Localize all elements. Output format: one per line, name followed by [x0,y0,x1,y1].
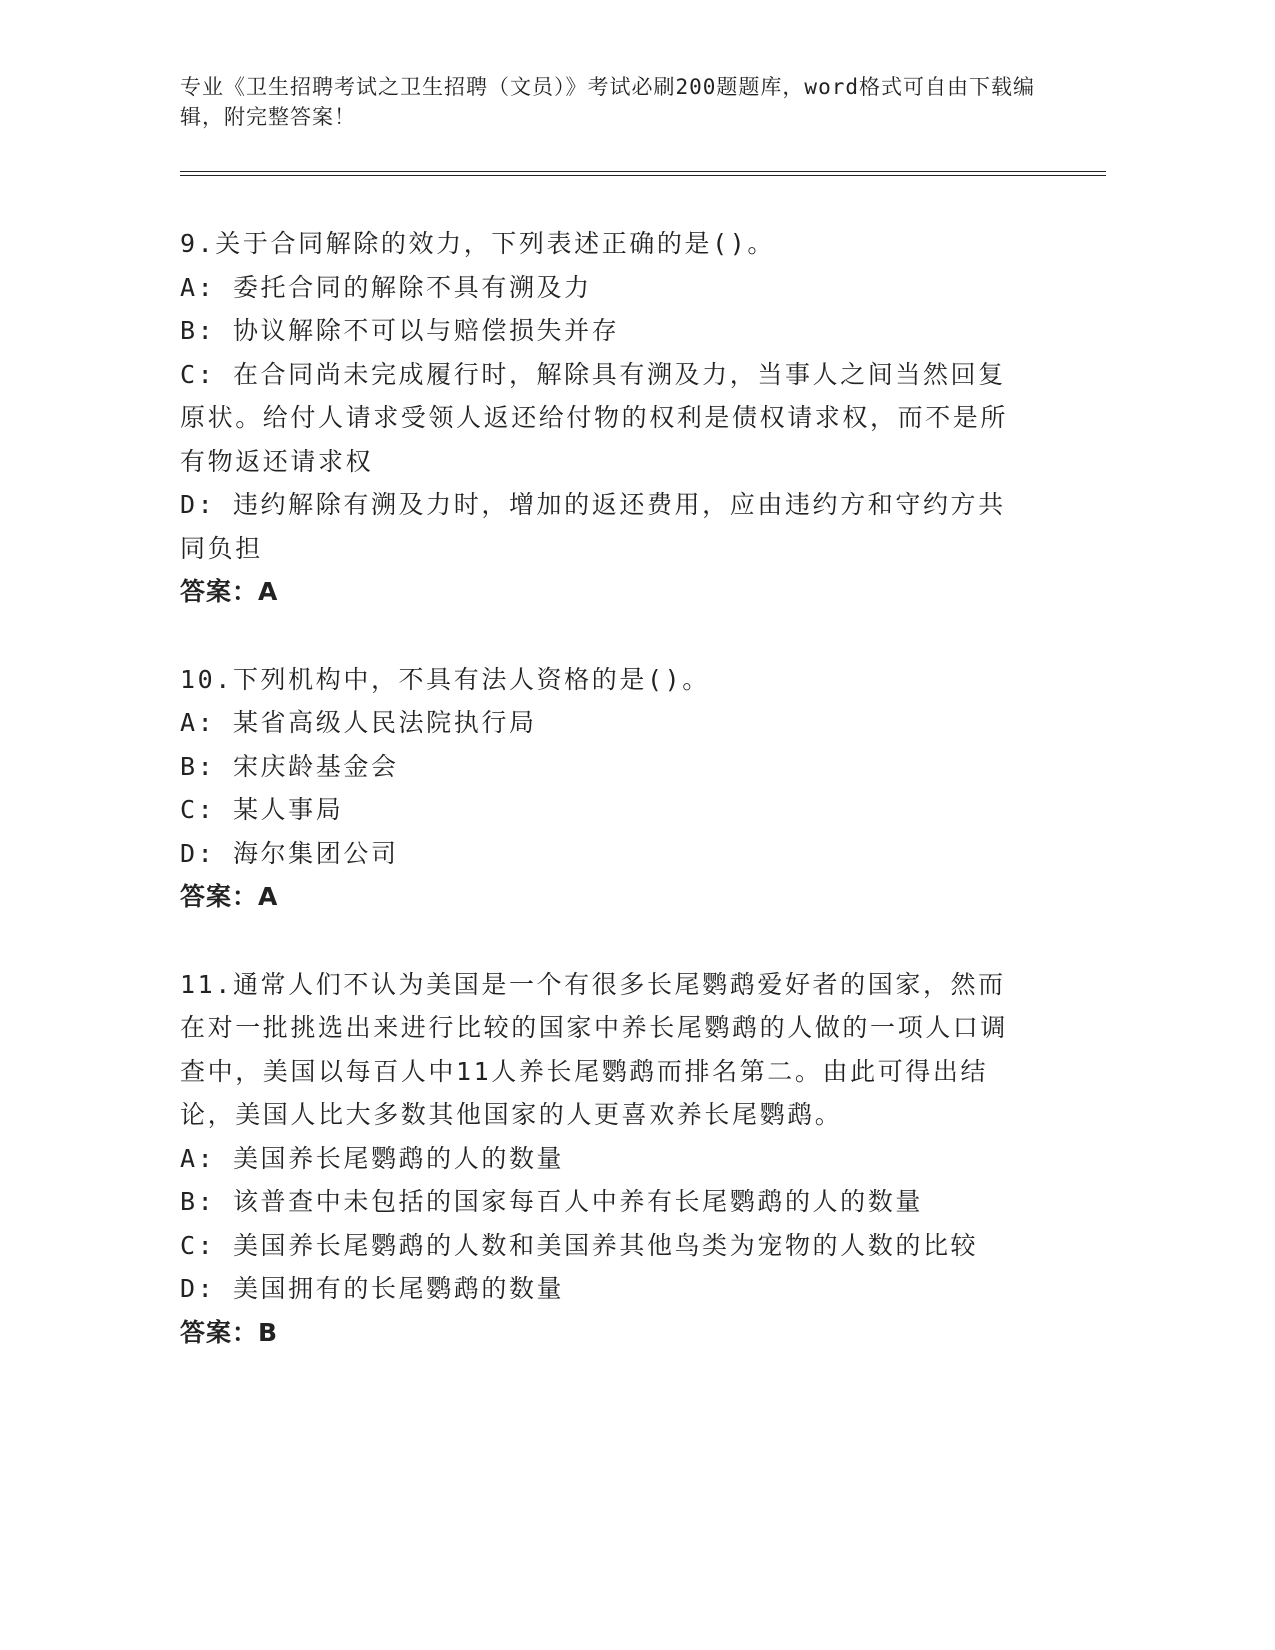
question-10 [180,658,1032,919]
option-d: D: 违约解除有溯及力时，增加的返还费用，应由违约方和守约方共同负担 [180,490,1006,563]
option-a: A: 某省高级人民法院执行局 [180,708,537,737]
option-c: C: 在合同尚未完成履行时，解除具有溯及力，当事人之间当然回复原状。给付人请求受领人返还给付物的权利是债权请求权，而不是所有物返还请求权 [180,359,1009,476]
option-d: D: 海尔集团公司 [180,838,399,868]
option-c: C: 某人事局 [180,795,344,824]
question-stem: 10.下列机构中，不具有法人资格的是()。 [180,664,710,694]
answer-label: 答案：A [180,577,279,606]
question-stem: 11.通常人们不认为美国是一个有很多长尾鹦鹉爱好者的国家，然而在对一批挑选出来进行比较的国家中养长尾鹦鹉的人做的一项人口调查中，美国以每百人中11人养长尾鹦鹉而排名第二。由此可得出结论，美国人比大多数其他国家的人更喜欢养长尾鹦鹉。 [180,969,1009,1129]
option-a: A: 委托合同的解除不具有溯及力 [180,272,592,302]
document-header [180,72,1040,132]
question-stem: 9.关于合同解除的效力，下列表述正确的是()。 [180,229,776,258]
option-b: B: 协议解除不可以与赔偿损失并存 [180,316,620,345]
option-b: B: 宋庆龄基金会 [180,751,399,781]
header-text: 专业《卫生招聘考试之卫生招聘（文员）》考试必刷200题题库，word格式可自由下载编辑，附完整答案！ [180,75,1035,129]
question-9 [180,222,1032,614]
answer-label: 答案：A [180,882,279,911]
question-11 [180,963,1032,1355]
question-list [180,222,1032,1398]
option-a: A: 美国养长尾鹦鹉的人的数量 [180,1143,565,1173]
answer-label: 答案：B [180,1317,279,1347]
option-d: D: 美国拥有的长尾鹦鹉的数量 [180,1274,565,1303]
header-divider-top [180,171,1106,172]
header-divider-bottom [180,175,1106,176]
option-b: B: 该普查中未包括的国家每百人中养有长尾鹦鹉的人的数量 [180,1187,923,1216]
option-c: C: 美国养长尾鹦鹉的人数和美国养其他鸟类为宠物的人数的比较 [180,1230,979,1260]
